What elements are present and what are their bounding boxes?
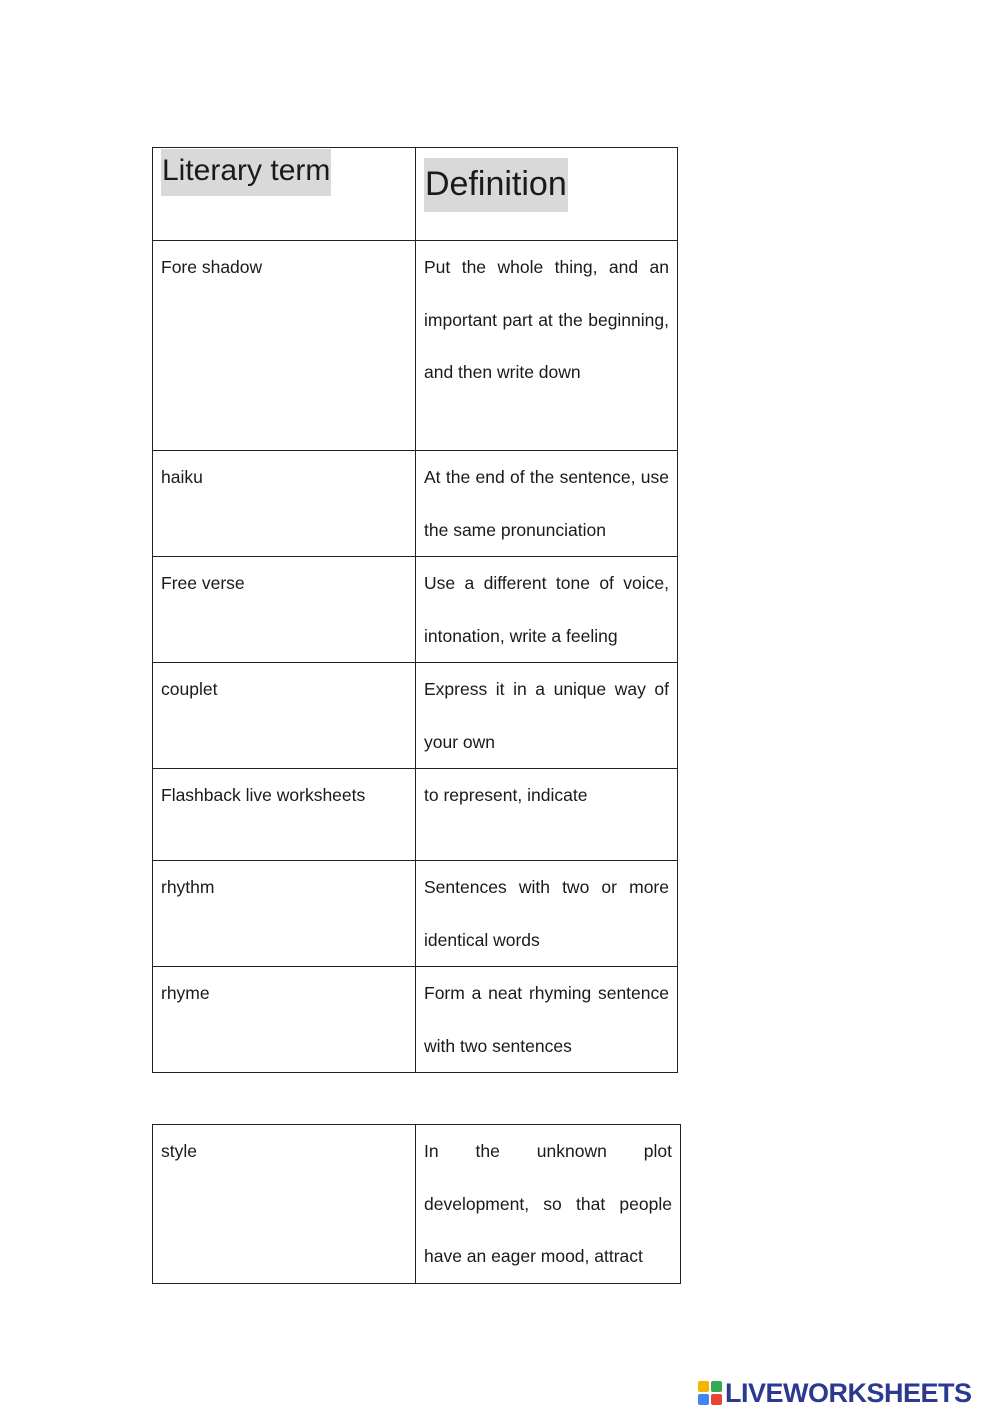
table-row: [153, 967, 678, 1073]
term-cell: Free verse: [153, 557, 416, 663]
definition-cell: Form a neat rhyming sentence with two sentences: [416, 967, 678, 1073]
table-row: [153, 451, 678, 557]
definition-cell: In the unknown plot development, so that people have an eager mood, attract: [416, 1125, 681, 1284]
table-row: [153, 1125, 681, 1284]
definition-cell: Sentences with two or more identical words: [416, 861, 678, 967]
terms-table-continued: [152, 1124, 681, 1284]
term-cell: rhythm: [153, 861, 416, 967]
definition-cell: to represent, indicate: [416, 769, 678, 861]
table-row: [153, 241, 678, 451]
term-cell: Flashback live worksheets: [153, 769, 416, 861]
definition-cell: At the end of the sentence, use the same pronunciation: [416, 451, 678, 557]
definition-cell: Express it in a unique way of your own: [416, 663, 678, 769]
liveworksheets-logo: [698, 1377, 998, 1409]
table-row: [153, 769, 678, 861]
table-row: [153, 861, 678, 967]
definition-cell: Put the whole thing, and an important part at the beginning, and then write down: [416, 241, 678, 451]
logo-square: [698, 1394, 709, 1405]
definition-cell: Use a different tone of voice, intonation, write a feeling: [416, 557, 678, 663]
table-header-row: [153, 148, 678, 241]
term-cell: Fore shadow: [153, 241, 416, 451]
term-cell: couplet: [153, 663, 416, 769]
logo-square: [711, 1381, 722, 1392]
brand-name: LIVEWORKSHEETS: [725, 1377, 972, 1408]
header-definition-label: Definition: [424, 158, 568, 212]
header-cell-term: [153, 148, 416, 241]
table-row: [153, 663, 678, 769]
header-cell-definition: [416, 148, 678, 241]
table-row: [153, 557, 678, 663]
terms-table: [152, 147, 678, 1073]
header-term-label: Literary term: [161, 149, 331, 196]
term-cell: style: [153, 1125, 416, 1284]
term-cell: haiku: [153, 451, 416, 557]
logo-square: [698, 1381, 709, 1392]
term-cell: rhyme: [153, 967, 416, 1073]
logo-square: [711, 1394, 722, 1405]
liveworksheets-logo-icon: [698, 1381, 722, 1405]
